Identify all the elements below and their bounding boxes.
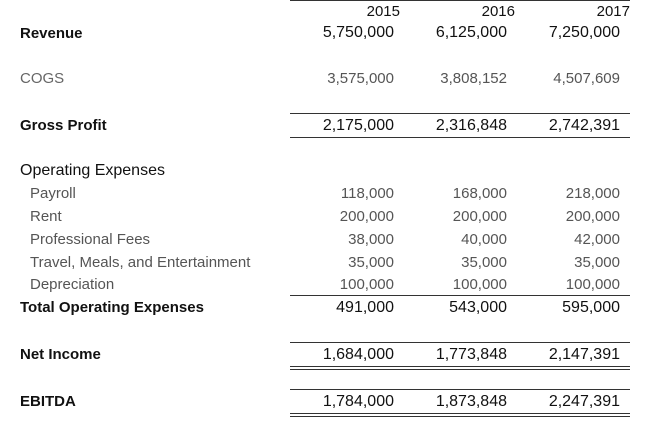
- ebitda-top-rule: [290, 389, 630, 390]
- revenue-2016: 6,125,000: [435, 24, 507, 41]
- ebitda-2017: 2,247,391: [548, 393, 620, 410]
- opex-item-2015: 118,000: [340, 185, 394, 202]
- opex-item-2015: 200,000: [339, 208, 394, 225]
- ebitda-label: EBITDA: [20, 393, 76, 410]
- opex-item-2017: 200,000: [565, 208, 620, 225]
- total-opex-2015: 491,000: [336, 299, 394, 316]
- revenue-2017: 7,250,000: [548, 24, 620, 41]
- header-rule: [290, 0, 630, 1]
- total-opex-2016: 543,000: [449, 299, 507, 316]
- revenue-2015: 5,750,000: [322, 24, 394, 41]
- gross-profit-bottom-rule: [290, 137, 630, 138]
- operating-expenses-heading: Operating Expenses: [20, 162, 165, 179]
- cogs-2015: 3,575,000: [327, 70, 394, 87]
- gross-profit-2016: 2,316,848: [435, 117, 507, 134]
- cogs-2017: 4,507,609: [553, 70, 620, 87]
- opex-item-2015: 38,000: [348, 231, 394, 248]
- opex-item-label: Payroll: [30, 185, 76, 202]
- opex-item-2016: 100,000: [452, 276, 507, 293]
- opex-item-2017: 218,000: [565, 185, 620, 202]
- year-header-2015: 2015: [366, 3, 400, 20]
- opex-item-2016: 200,000: [452, 208, 507, 225]
- cogs-2016: 3,808,152: [440, 70, 507, 87]
- opex-item-2016: 35,000: [461, 254, 507, 271]
- opex-item-label: Rent: [30, 208, 62, 225]
- net-income-2016: 1,773,848: [435, 346, 507, 363]
- year-header-2017: 2017: [596, 3, 630, 20]
- net-income-2015: 1,684,000: [322, 346, 394, 363]
- opex-item-label: Depreciation: [30, 276, 115, 293]
- opex-item-2015: 100,000: [339, 276, 394, 293]
- opex-item-2017: 100,000: [565, 276, 620, 293]
- opex-item-2016: 168,000: [452, 185, 507, 202]
- year-header-2016: 2016: [481, 3, 515, 20]
- net-income-double-rule: [290, 366, 630, 370]
- opex-item-2017: 42,000: [574, 231, 620, 248]
- opex-item-2016: 40,000: [461, 231, 507, 248]
- net-income-2017: 2,147,391: [548, 346, 620, 363]
- opex-item-2015: 35,000: [348, 254, 394, 271]
- ebitda-2015: 1,784,000: [322, 393, 394, 410]
- total-opex-2017: 595,000: [562, 299, 620, 316]
- net-income-label: Net Income: [20, 346, 101, 363]
- total-opex-top-rule: [290, 295, 630, 296]
- opex-item-label: Professional Fees: [30, 231, 151, 248]
- revenue-label: Revenue: [20, 25, 83, 42]
- cogs-label: COGS: [20, 70, 65, 87]
- total-opex-label: Total Operating Expenses: [20, 299, 204, 316]
- net-income-top-rule: [290, 342, 630, 343]
- gross-profit-2017: 2,742,391: [548, 117, 620, 134]
- ebitda-double-rule: [290, 413, 630, 417]
- opex-item-2017: 35,000: [574, 254, 620, 271]
- gross-profit-label: Gross Profit: [20, 117, 107, 134]
- gross-profit-2015: 2,175,000: [322, 117, 394, 134]
- ebitda-2016: 1,873,848: [435, 393, 507, 410]
- opex-item-label: Travel, Meals, and Entertainment: [30, 254, 251, 271]
- gross-profit-top-rule: [290, 113, 630, 114]
